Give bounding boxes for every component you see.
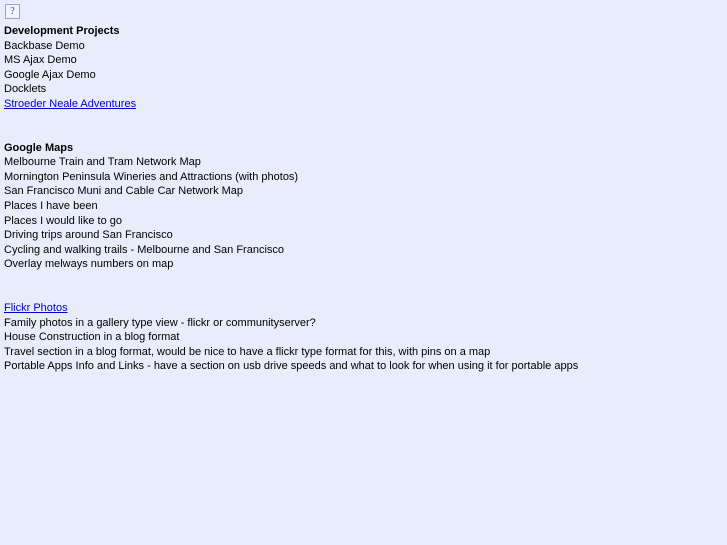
list-item: Melbourne Train and Tram Network Map: [4, 156, 201, 169]
list-item: Google Ajax Demo: [4, 68, 96, 81]
list-item: Portable Apps Info and Links - have a section on usb drive speeds and what to look for when using it for portable apps: [4, 360, 579, 373]
list-item: Cycling and walking trails - Melbourne and San Francisco: [4, 243, 285, 256]
section-development-projects: [2, 24, 727, 112]
section-spacer: [2, 112, 727, 141]
broken-image-placeholder-icon: [5, 4, 20, 19]
link-stroeder-neale-adventures[interactable]: Stroeder Neale Adventures: [4, 97, 137, 110]
list-item: Travel section in a blog format, would be nice to have a flickr type format for this, with pins on a map: [4, 345, 491, 358]
list-item: San Francisco Muni and Cable Car Network Map: [4, 185, 244, 198]
list-item: MS Ajax Demo: [4, 54, 77, 67]
link-flickr-photos[interactable]: Flickr Photos: [4, 301, 68, 314]
list-item: Overlay melways numbers on map: [4, 258, 174, 271]
section-spacer: [2, 272, 727, 301]
list-item: Docklets: [4, 83, 47, 96]
section-heading: Development Projects: [4, 25, 120, 37]
list-item: House Construction in a blog format: [4, 331, 180, 344]
broken-image-glyph: ?: [10, 5, 15, 17]
section-heading: Google Maps: [4, 141, 74, 154]
section-google-maps: [2, 141, 727, 272]
list-item: Mornington Peninsula Wineries and Attractions (with photos): [4, 170, 299, 183]
list-item: Family photos in a gallery type view - flickr or communityserver?: [4, 316, 316, 329]
list-item: Driving trips around San Francisco: [4, 229, 173, 242]
list-item: Places I have been: [4, 199, 98, 212]
list-item: Backbase Demo: [4, 39, 85, 52]
section-flickr-photos: [2, 301, 727, 374]
list-item: Places I would like to go: [4, 214, 123, 227]
